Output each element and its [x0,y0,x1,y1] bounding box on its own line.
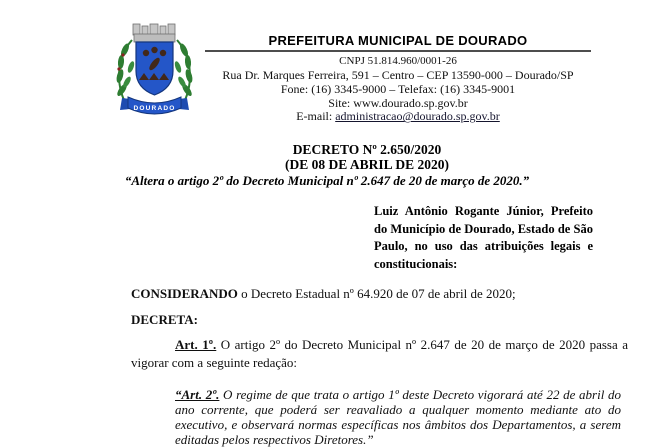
email-line [205,110,591,124]
ribbon-text: DOURADO [133,105,176,112]
org-name: PREFEITURA MUNICIPAL DE DOURADO [268,33,528,48]
mural-crown-icon [133,24,175,42]
coat-of-arms-logo [110,12,199,126]
shield-icon [136,42,173,95]
quoted-article-2-text: O regime de que trata o artigo 1º deste Decreto vigorará até 22 de abril do ano corrente, que poderá ser reavaliado a qualquer momento mediante ato do executivo, e observará normas específicas nos âmbitos dos Departamentos, a serem editadas pelos respectivos Diretores.” [175,387,621,447]
decree-date: (DE 08 DE ABRIL DE 2020) [285,156,449,172]
laurel-branch-right-icon [174,40,194,108]
quoted-article-2-label: “Art. 2º. [175,387,220,402]
ribbon-banner [120,97,189,114]
decree-title-block [131,143,603,173]
letterhead-divider [205,50,591,52]
site-url: www.dourado.sp.gov.br [353,95,468,110]
email-label: E-mail: [296,109,336,124]
preamble: Luiz Antônio Rogante Júnior, Prefeito do Município de Dourado, Estado de São Paulo, no uso das atribuições legais e constitucionais: [374,204,593,271]
address-line: Rua Dr. Marques Ferreira, 591 – Centro – CEP 13590-000 – Dourado/SP [222,68,574,82]
decreta-heading: DECRETA: [131,312,198,327]
email-link[interactable]: administracao@dourado.sp.gov.br [335,109,500,124]
considerando-paragraph [131,286,628,302]
phone-line: Fone: (16) 3345-9000 – Telefax: (16) 3345-9001 [280,81,516,96]
considerando-text: o Decreto Estadual nº 64.920 de 07 de abril de 2020; [237,286,516,301]
laurel-branch-left-icon [115,40,135,108]
cnpj-line: CNPJ 51.814.960/0001-26 [339,55,457,67]
letterhead [205,33,591,124]
article-1-text: O artigo 2º do Decreto Municipal nº 2.647 de 20 de março de 2020 passa a vigorar com a seguinte redação: [131,337,628,370]
decree-number: DECRETO Nº 2.650/2020 [292,142,442,157]
site-line [205,97,591,111]
considerando-keyword: CONSIDERANDO [131,286,238,301]
article-1-label: Art. 1º. [175,337,217,352]
decree-summary: “Altera o artigo 2º do Decreto Municipal nº 2.647 de 20 de março de 2020.” [124,173,530,188]
quoted-article-2 [175,387,621,447]
site-label: Site: [328,95,354,110]
article-1-paragraph [131,336,628,371]
